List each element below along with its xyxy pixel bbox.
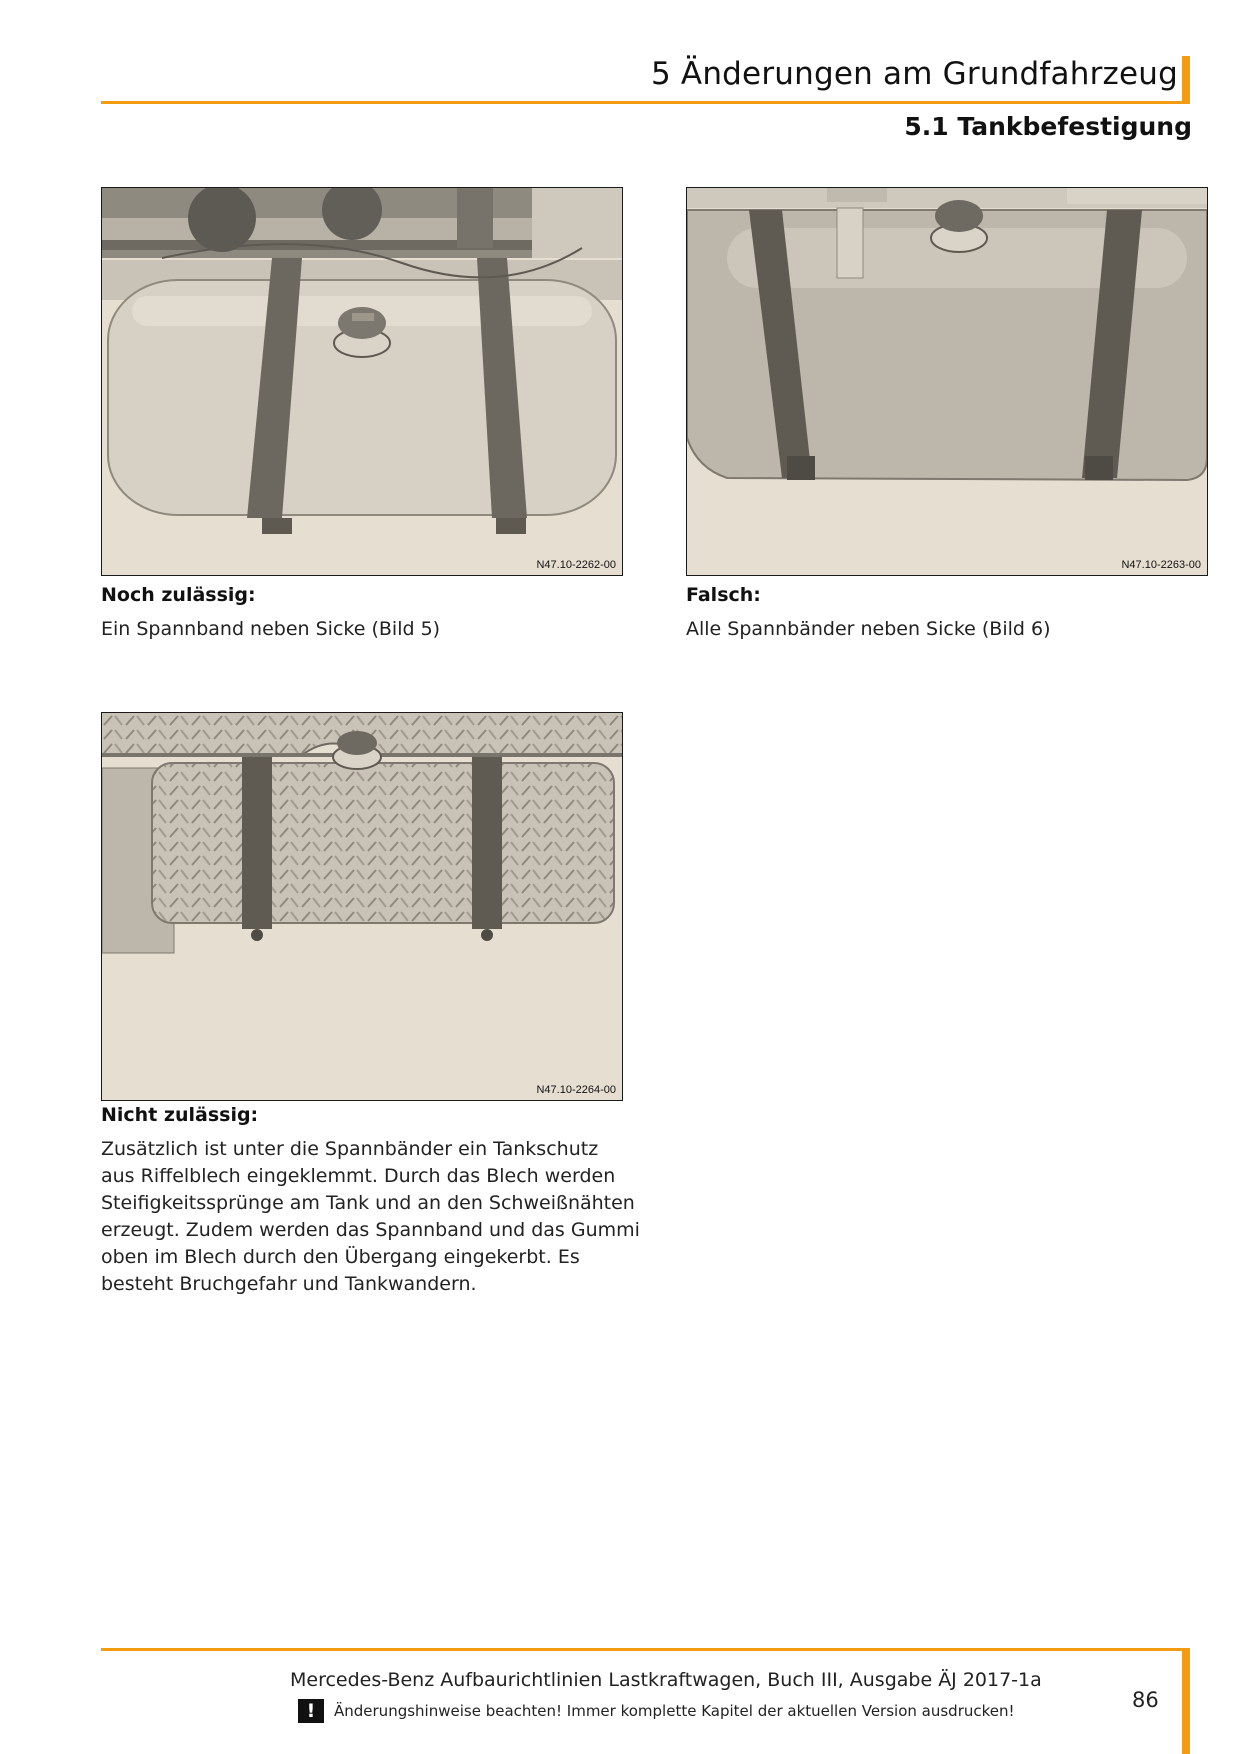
caption-line: erzeugt. Zudem werden das Spannband und das Gummi (101, 1219, 640, 1241)
page-number: 86 (1132, 1688, 1159, 1712)
chapter-title: 5 Änderungen am Grundfahrzeug (650, 56, 1178, 92)
figure-3-caption-text (101, 1136, 640, 1298)
figure-3-caption-heading: Nicht zulässig: (101, 1104, 259, 1126)
figure-2-caption-text: Alle Spannbänder neben Sicke (Bild 6) (686, 618, 1051, 640)
warning-text: Änderungshinweise beachten! Immer komplette Kapitel der aktuellen Version ausdrucken! (334, 1702, 1015, 1720)
caption-line: besteht Bruchgefahr und Tankwandern. (101, 1273, 477, 1295)
caption-line: Zusätzlich ist unter die Spannbänder ein Tankschutz (101, 1138, 599, 1160)
section-title: 5.1 Tankbefestigung (904, 112, 1192, 141)
caption-line: oben im Blech durch den Übergang eingekerbt. Es (101, 1246, 580, 1268)
header-rule (101, 101, 1190, 104)
tank-photo-2 (687, 188, 1207, 575)
header-accent-bar (1182, 56, 1190, 104)
figure-tank-one-strap-bead (101, 187, 623, 576)
footer-accent-bar (1182, 1648, 1190, 1754)
tank-photo-3 (102, 713, 622, 1100)
figure-code: N47.10-2263-00 (1121, 559, 1201, 571)
caption-line: aus Riffelblech eingeklemmt. Durch das Blech werden (101, 1165, 616, 1187)
figure-1-caption-text: Ein Spannband neben Sicke (Bild 5) (101, 618, 441, 640)
figure-code: N47.10-2264-00 (536, 1084, 616, 1096)
footer-warning (298, 1699, 1015, 1723)
figure-tank-checker-plate (101, 712, 623, 1101)
figure-code: N47.10-2262-00 (536, 559, 616, 571)
tank-photo-1 (102, 188, 622, 575)
warning-icon: ! (298, 1699, 324, 1723)
footer-rule (101, 1648, 1190, 1651)
footer-publication: Mercedes-Benz Aufbaurichtlinien Lastkraftwagen, Buch III, Ausgabe ÄJ 2017-1a (290, 1669, 1042, 1691)
figure-2-caption-heading: Falsch: (686, 584, 761, 606)
figure-tank-all-straps-bead (686, 187, 1208, 576)
figure-1-caption-heading: Noch zulässig: (101, 584, 256, 606)
caption-line: Steifigkeitssprünge am Tank und an den Schweißnähten (101, 1192, 635, 1214)
